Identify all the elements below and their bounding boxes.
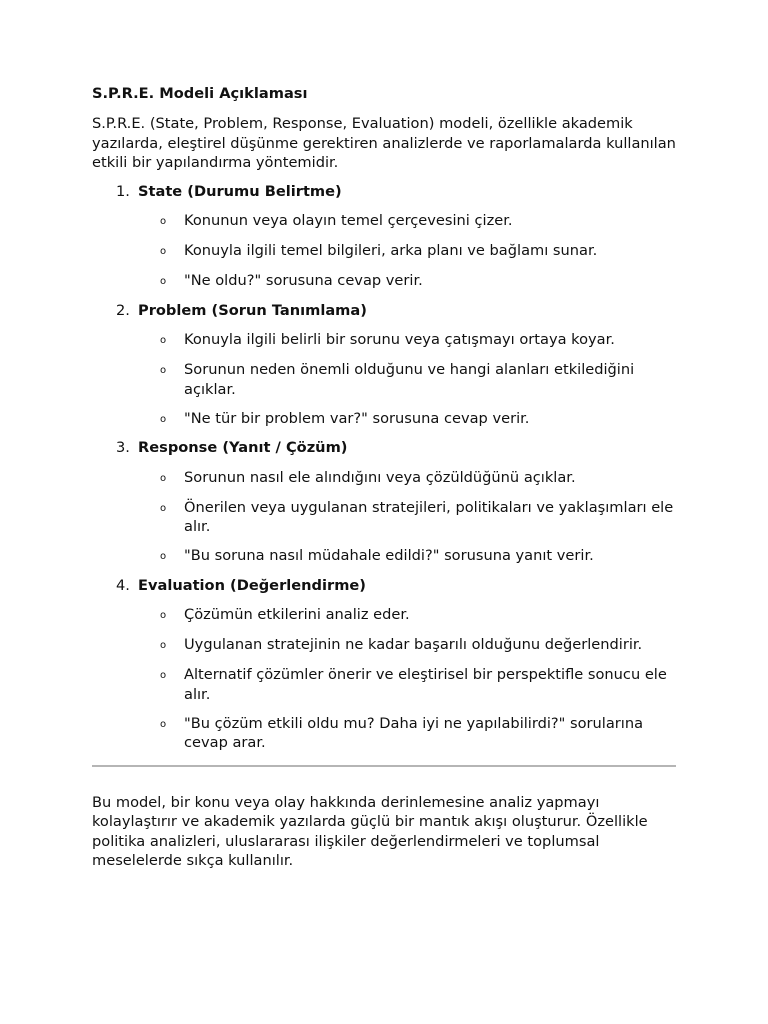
list-item: o Konunun veya olayın temel çerçevesini çizer.: [92, 211, 682, 232]
section-heading: State (Durumu Belirtme): [138, 182, 342, 200]
list-item: o "Bu çözüm etkili oldu mu? Daha iyi ne yapılabilirdi?" sorularına cevap arar.: [92, 714, 682, 753]
list-item: o Uygulanan stratejinin ne kadar başarılı olduğunu değerlendirir.: [92, 635, 682, 656]
bullet-icon: o: [160, 216, 167, 227]
section-number: 2.: [116, 301, 130, 319]
section-number: 1.: [116, 182, 130, 200]
list-item: o Konuyla ilgili temel bilgileri, arka planı ve bağlamı sunar.: [92, 241, 682, 262]
bullet-icon: o: [160, 276, 167, 287]
bullet-icon: o: [160, 472, 167, 484]
list-item: o Çözümün etkilerini analiz eder.: [92, 605, 682, 626]
bullet-icon: o: [160, 551, 167, 562]
bullet-icon: o: [160, 502, 167, 514]
section-response: [92, 438, 682, 567]
document-page: [92, 84, 682, 871]
bullet-icon: o: [160, 413, 167, 425]
bullet-icon: o: [160, 670, 167, 681]
document-title: S.P.R.E. Modeli Açıklaması: [92, 85, 308, 102]
bullet-icon: o: [160, 718, 167, 730]
horizontal-divider: [92, 765, 676, 767]
list-item: o Sorunun nasıl ele alındığını veya çözüldüğünü açıklar.: [92, 468, 682, 489]
section-heading: Response (Yanıt / Çözüm): [138, 439, 348, 456]
section-state: [92, 182, 682, 292]
bullet-icon: o: [160, 610, 167, 621]
sections-list: [92, 182, 682, 753]
section-heading: Problem (Sorun Tanımlama): [138, 301, 367, 319]
section-problem: [92, 301, 682, 430]
closing-paragraph: Bu model, bir konu veya olay hakkında derinlemesine analiz yapmayı kolaylaştırır ve akademik yazılarda güçlü bir mantık akışı oluşturur. Özellikle politika analizleri, uluslararası ilişkiler değerlendirmeleri ve toplumsal meselelerde sıkça kullanılır.: [92, 793, 648, 869]
bullet-icon: o: [160, 246, 167, 257]
bullet-icon: o: [160, 640, 167, 651]
list-item: o Önerilen veya uygulanan stratejileri, politikaları ve yaklaşımları ele alır.: [92, 498, 682, 537]
bullet-icon: o: [160, 335, 167, 346]
section-number: 4.: [116, 576, 130, 594]
list-item: o Sorunun neden önemli olduğunu ve hangi alanları etkilediğini açıklar.: [92, 360, 682, 399]
list-item: o "Bu soruna nasıl müdahale edildi?" sorusuna yanıt verir.: [92, 546, 682, 567]
intro-paragraph: S.P.R.E. (State, Problem, Response, Evaluation) modeli, özellikle akademik yazılarda, eleştirel düşünme gerektiren analizlerde ve raporlamalarda kullanılan etkili bir yapılandırma yöntemidir.: [92, 115, 676, 171]
section-heading: Evaluation (Değerlendirme): [138, 576, 366, 594]
section-evaluation: [92, 576, 682, 753]
list-item: o "Ne oldu?" sorusuna cevap verir.: [92, 271, 682, 292]
list-item: o "Ne tür bir problem var?" sorusuna cevap verir.: [92, 409, 682, 430]
section-number: 3.: [116, 439, 130, 456]
list-item: o Konuyla ilgili belirli bir sorunu veya çatışmayı ortaya koyar.: [92, 330, 682, 351]
list-item: o Alternatif çözümler önerir ve eleştirisel bir perspektifle sonucu ele alır.: [92, 665, 682, 704]
bullet-icon: o: [160, 365, 167, 376]
